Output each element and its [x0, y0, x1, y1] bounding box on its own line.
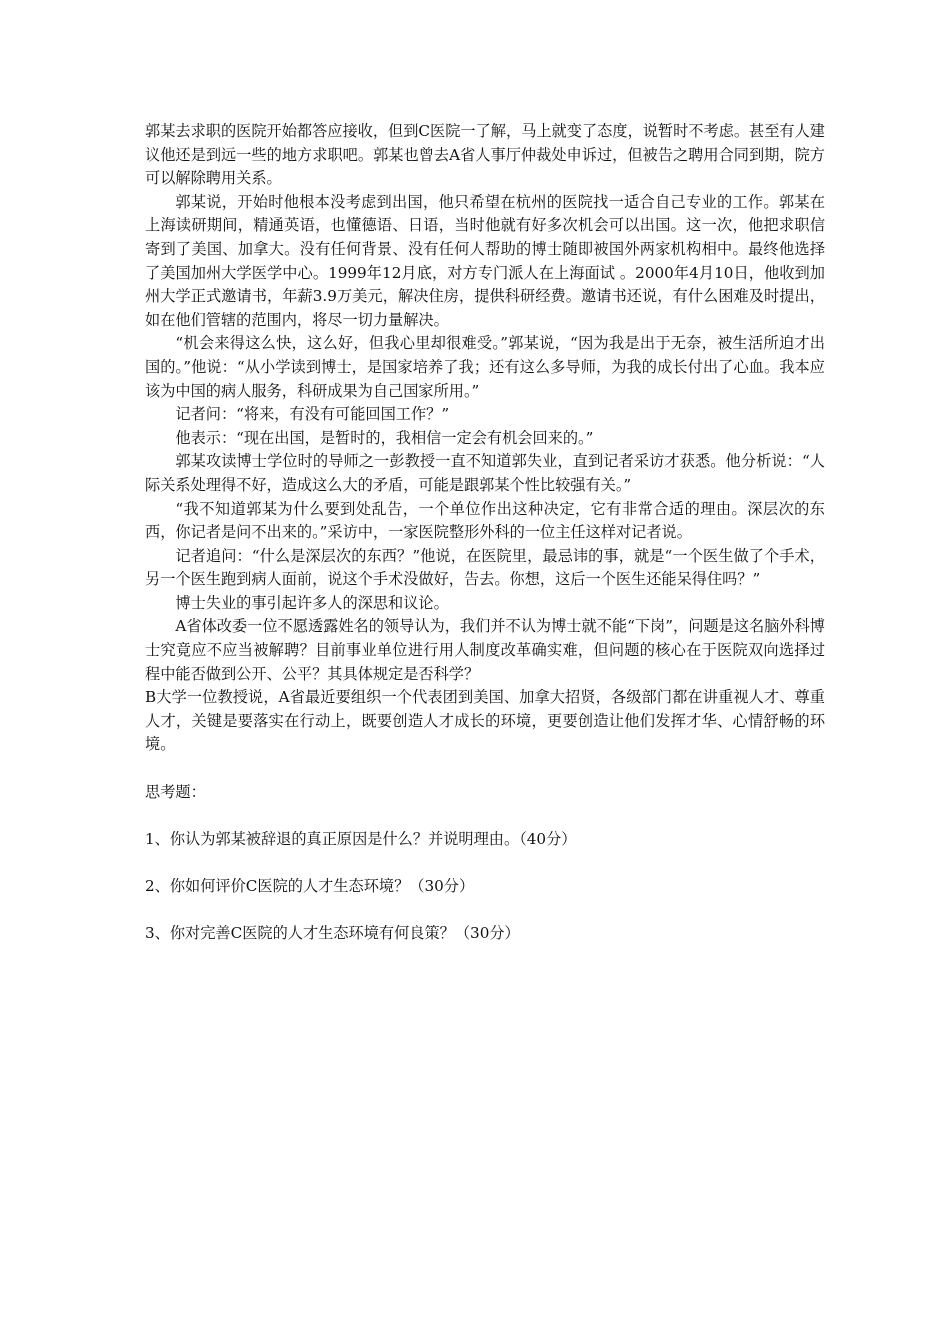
paragraph: 郭某攻读博士学位时的导师之一彭教授一直不知道郭失业，直到记者采访才获悉。他分析说：“人际关系处理得不好，造成这么大的矛盾，可能是跟郭某个性比较强有关。”: [145, 452, 825, 494]
paragraph: B大学一位教授说，A省最近要组织一个代表团到美国、加拿大招贤，各级部门都在讲重视人才、尊重人才，关键是要落实在行动上，既要创造人才成长的环境，更要创造让他们发挥才华、心情舒畅的环境。: [145, 688, 825, 754]
question-item: 2、你如何评价C医院的人才生态环境？（30分）: [145, 877, 475, 895]
paragraph: “机会来得这么快，这么好，但我心里却很难受。”郭某说，“因为我是出于无奈，被生活所迫才出国的。”他说：“从小学读到博士，是国家培养了我；还有这么多导师，为我的成长付出了心血。我本应该为中国的病人服务，科研成果为自己国家所用。”: [145, 334, 825, 400]
paragraph: 博士失业的事引起许多人的深思和议论。: [175, 593, 449, 612]
paragraph: 记者追问：“什么是深层次的东西？”他说，在医院里，最忌讳的事，就是“一个医生做了个手术，另一个医生跑到病人面前，说这个手术没做好，告去。你想，这后一个医生还能呆得住吗？”: [145, 546, 825, 589]
paragraph: 他表示：“现在出国，是暂时的，我相信一定会有机会回来的。”: [175, 428, 594, 447]
question-item: 1、你认为郭某被辞退的真正原因是什么？并说明理由。（40分）: [145, 829, 577, 848]
paragraph: 郭某去求职的医院开始都答应接收，但到C医院一了解，马上就变了态度，说暂时不考虑。甚至有人建议他还是到远一些的地方求职吧。郭某也曾去A省人事厅仲裁处申诉过，但被告之聘用合同到期，院方可以解除聘用关系。: [145, 122, 825, 188]
spacer: [145, 899, 825, 923]
questions-title: 思考题：: [145, 782, 206, 801]
spacer: [145, 804, 825, 828]
question-item: 3、你对完善C医院的人才生态环境有何良策？（30分）: [145, 924, 520, 943]
document-page: [145, 120, 825, 946]
spacer: [145, 851, 825, 875]
paragraph: 郭某说，开始时他根本没考虑到出国，他只希望在杭州的医院找一适合自己专业的工作。郭某在上海读研期间，精通英语，也懂德语、日语，当时他就有好多次机会可以出国。这一次，他把求职信寄到了美国、加拿大。没有任何背景、没有任何人帮助的博士随即被国外两家机构相中。最终他选择了美国加州大学医学中心。1999年12月底，对方专门派人在上海面试 。2000年4月10日，他收到加州大学正式邀请书，年薪3.9万美元，解决住房，提供科研经费。邀请书还说，有什么困难及时提出，如在他们管辖的范围内，将尽一切力量解决。: [145, 192, 825, 329]
paragraph: A省体改委一位不愿透露姓名的领导认为，我们并不认为博士就不能“下岗”，问题是这名脑外科博士究竟应不应当被解聘？目前事业单位进行用人制度改革确实难，但问题的核心在于医院双向选择过程中能否做到公开、公平？其具体规定是否科学？: [145, 617, 825, 683]
paragraph: 记者问：“将来，有没有可能回国工作？”: [175, 405, 450, 424]
paragraph: “我不知道郭某为什么要到处乱告，一个单位作出这种决定，它有非常合适的理由。深层次的东西，你记者是问不出来的。”采访中，一家医院整形外科的一位主任这样对记者说。: [145, 499, 825, 542]
